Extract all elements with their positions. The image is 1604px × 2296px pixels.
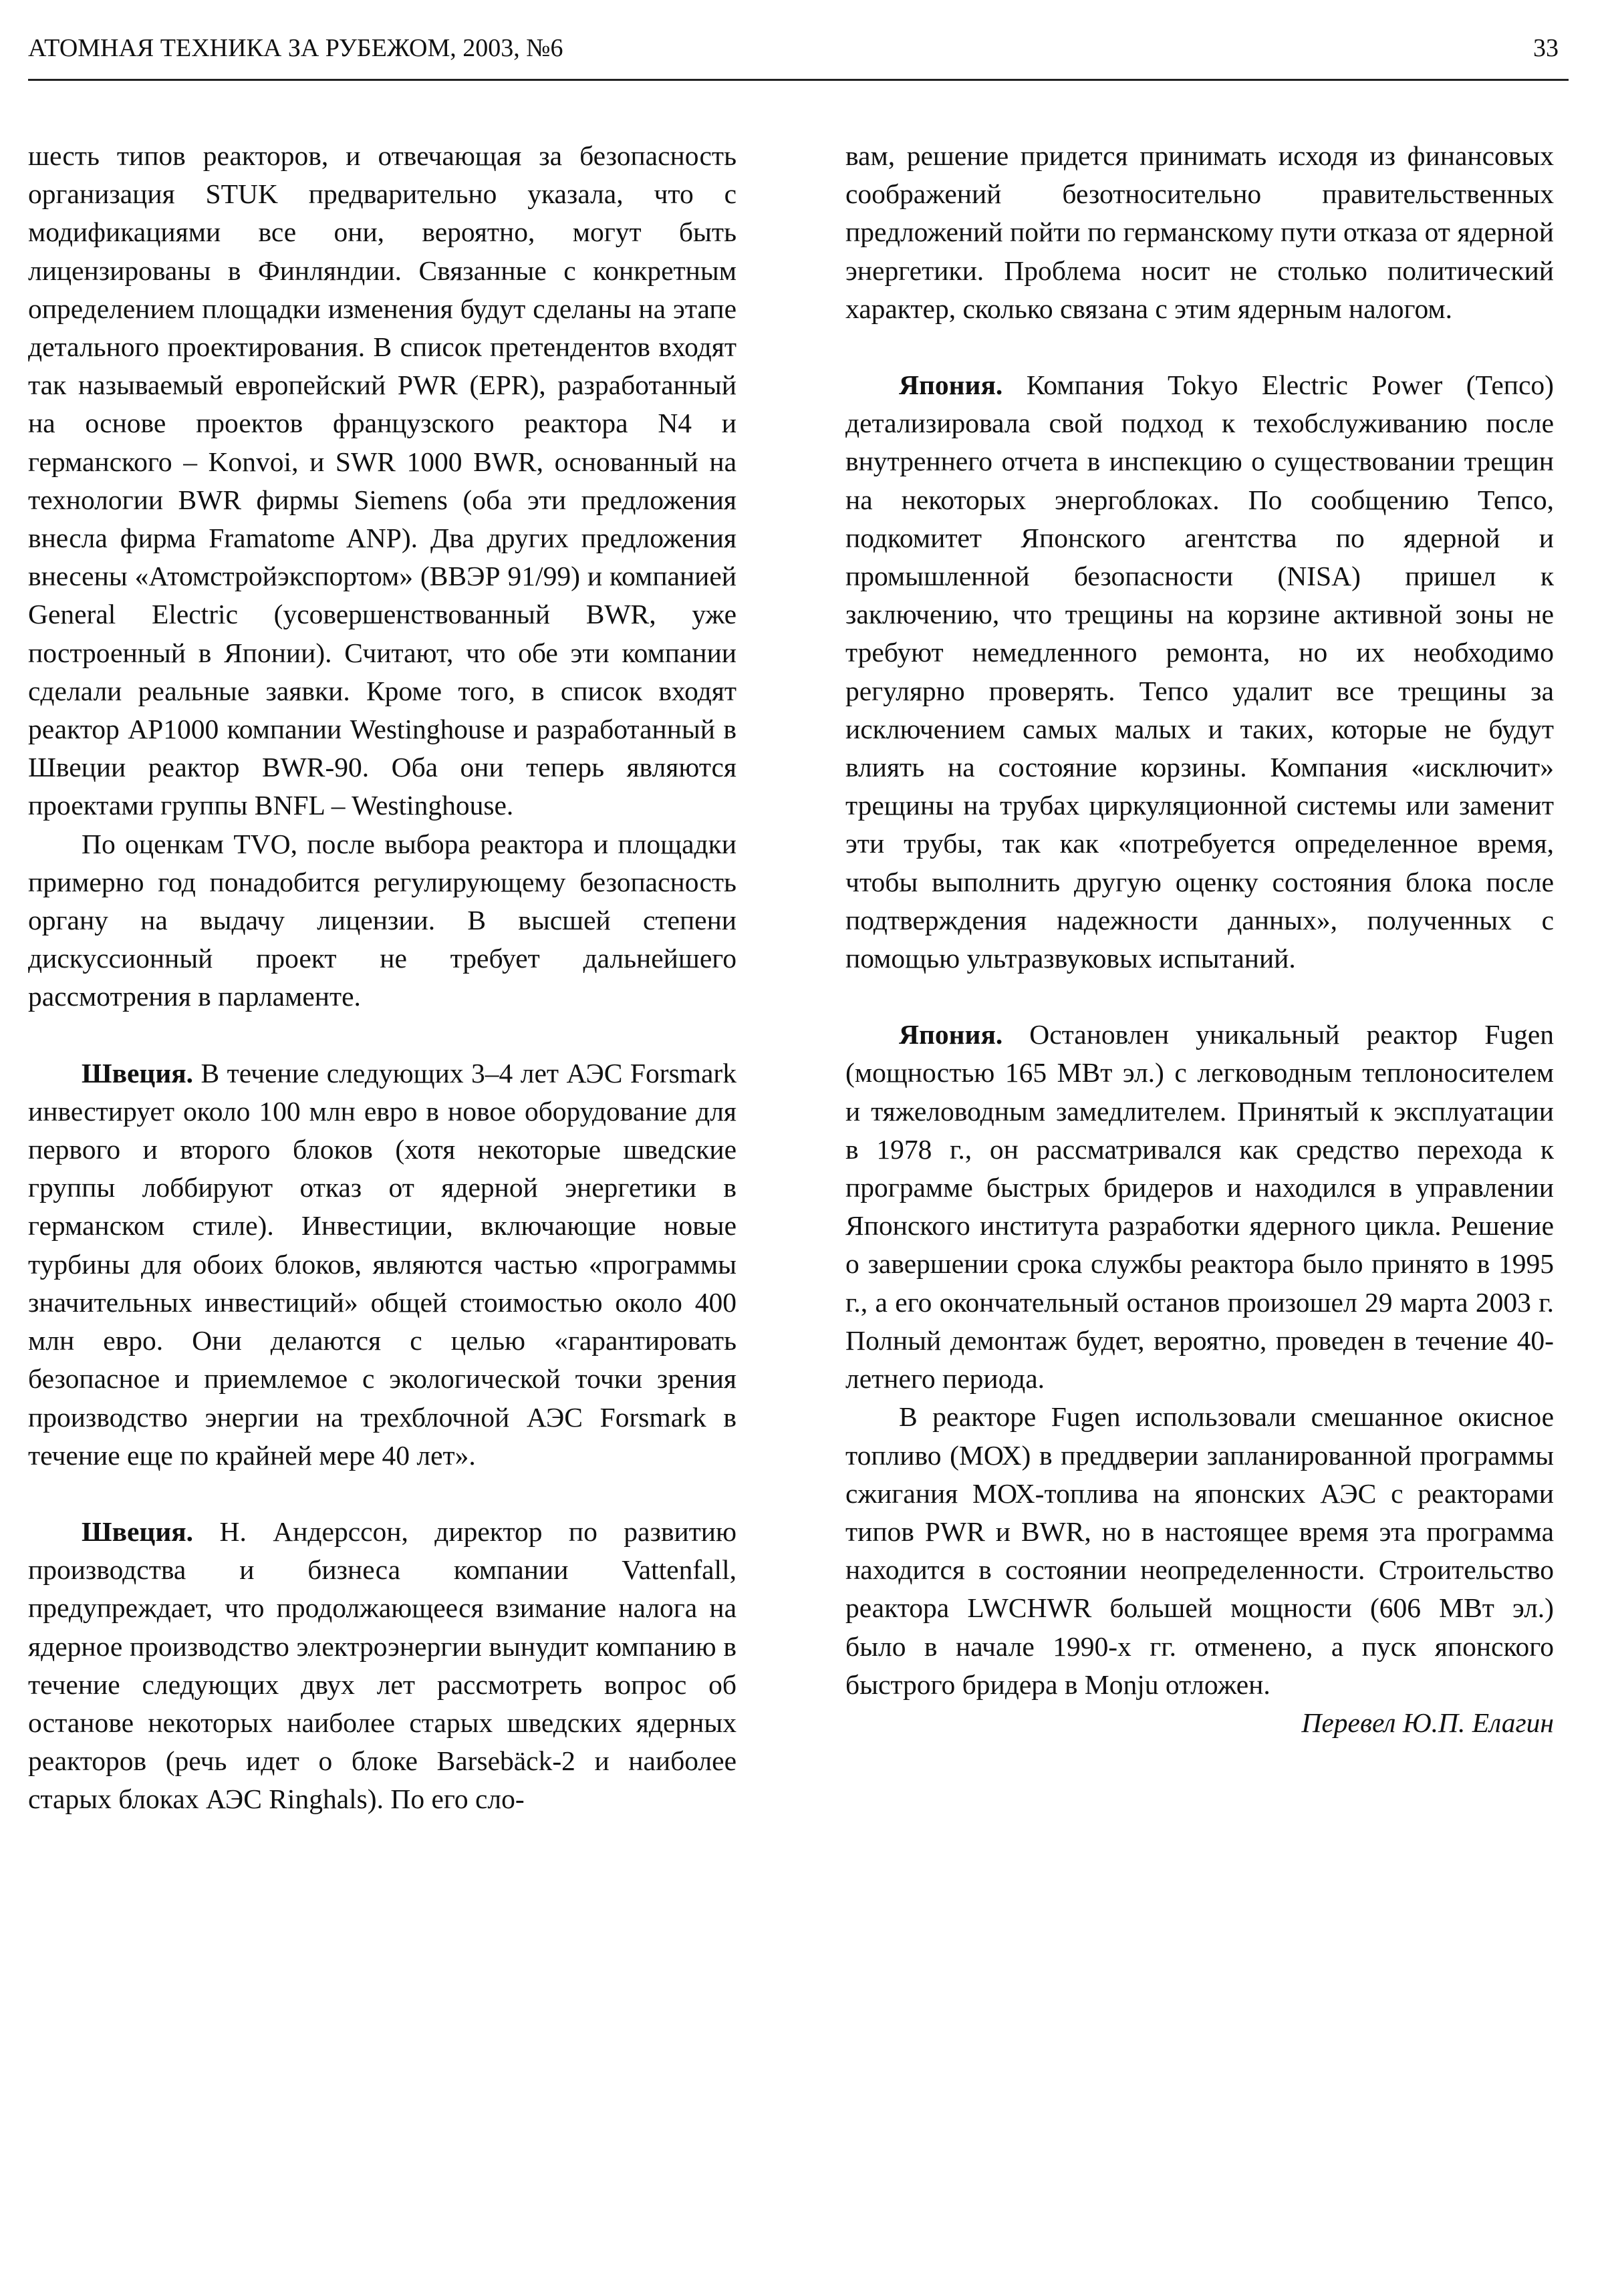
paragraph-vattenfall-continued: вам, решение придется принимать исходя из финансовых соображений безотносительно правительственных предложений пойти по германскому пути отказа от ядерной энергетики. Проблема носит не столько политический характер, сколько связана с этим ядерным налогом. bbox=[845, 140, 1554, 324]
right-column bbox=[845, 137, 1554, 1742]
news-item-japan-fugen bbox=[845, 1016, 1554, 1398]
paragraph-fugen-mox: В реакторе Fugen использовали смешанное окисное топливо (МОХ) в преддверии запланированной программы сжигания МОХ-топлива на японских АЭС с реакторами типов PWR и BWR, но в настоящее время эта программа находится в состоянии неопределенности. Строительство реактора LWCHWR большей мощности (606 МВт эл.) было в начале 1990-х гг. отменено, а пуск японского быстрого бридера в Monju отложен. bbox=[845, 1401, 1554, 1700]
news-text: Н. Андерссон, директор по развитию производства и бизнеса компании Vattenfall, предупреждает, что продолжающееся взимание налога на ядерное производство электроэнергии вынудит компанию в течение следующих двух лет рассмотреть вопрос об останове некоторых наиболее старых шведских ядерных реакторов (речь идет о блоке Barsebäck-2 и наиболее старых блоках АЭС Ringhals). По его сло- bbox=[28, 1516, 737, 1815]
news-text: Компания Tokyo Electric Power (Тепсо) детализировала свой подход к техобслуживанию после внутреннего отчета в инспекцию о существовании трещин на некоторых энергоблоках. По сообщению Тепсо, подкомитет Японского агентства по ядерной и промышленной безопасности (NISA) пришел к заключению, что трещины на корзине активной зоны не требуют немедленного ремонта, но их необходимо регулярно проверять. Тепсо удалит все трещины за исключением самых малых и таких, которые не будут влиять на состояние корзины. Компания «исключит» трещины на трубах циркуляционной системы или заменит эти трубы, так как «потребуется определенное время, чтобы выполнить другую оценку состояния блока после подтверждения надежности данных», полученных с помощью ультразвуковых испытаний. bbox=[845, 370, 1554, 974]
page-number: 33 bbox=[1533, 34, 1559, 62]
running-header bbox=[28, 29, 1559, 67]
paragraph-tvo: По оценкам TVO, после выбора реактора и площадки примерно год понадобится регулирующему безопасность органу на выдачу лицензии. В высшей степени дискуссионный проект не требует дальнейшего рассмотрения в парламенте. bbox=[28, 828, 737, 1012]
left-column bbox=[28, 137, 737, 1819]
paragraph-finland-continued: шесть типов реакторов, и отвечающая за безопасность организация STUK предварительно указала, что с модификациями все они, вероятно, могут быть лицензированы в Финляндии. Связанные с конкретным определением площадки изменения будут сделаны на этапе детального проектирования. В список претендентов входят так называемый европейский PWR (EPR), разработанный на основе проектов французского реактора N4 и германского – Konvoi, и SWR 1000 BWR, основанный на технологии BWR фирмы Siemens (оба эти предложения внесла фирма Framatome ANP). Два других предложения внесены «Атомстройэкспортом» (ВВЭР 91/99) и компанией General Electric (усовершенствованный BWR, уже построенный в Японии). Считают, что обе эти компании сделали реальные заявки. Кроме того, в список входят реактор AP1000 компании Westinghouse и разработанный в Швеции реактор BWR-90. Оба они теперь являются проектами группы BNFL – Westinghouse. bbox=[28, 140, 737, 821]
country-label: Швеция. bbox=[82, 1057, 194, 1089]
country-label: Япония. bbox=[899, 1019, 1003, 1050]
news-item-sweden-forsmark bbox=[28, 1054, 737, 1475]
translator-credit: Перевел Ю.П. Елагин bbox=[1301, 1707, 1554, 1738]
header-rule bbox=[28, 79, 1569, 81]
journal-title: АТОМНАЯ ТЕХНИКА ЗА РУБЕЖОМ, 2003, №6 bbox=[28, 34, 563, 62]
news-text: В течение следующих 3–4 лет АЭС Forsmark инвестирует около 100 млн евро в новое оборудование для первого и второго блоков (хотя некоторые шведские группы лоббируют отказ от ядерной энергетики в германском стиле). Инвестиции, включающие новые турбины для обоих блоков, являются частью «программы значительных инвестиций» общей стоимостью около 400 млн евро. Они делаются с целью «гарантировать безопасное и приемлемое с экологической точки зрения производство энергии на трехблочной АЭС Forsmark в течение еще по крайней мере 40 лет». bbox=[28, 1057, 737, 1471]
news-item-japan-tepco bbox=[845, 366, 1554, 978]
country-label: Япония. bbox=[899, 370, 1003, 401]
news-text: Остановлен уникальный реактор Fugen (мощностью 165 МВт эл.) с легководным теплоносителем и тяжеловодным замедлителем. Принятый к эксплуатации в 1978 г., он рассматривался как средство перехода к программе быстрых бридеров и находился в управлении Японского института разработки ядерного цикла. Решение о завершении срока службы реактора было принято в 1995 г., а его окончательный останов произошел 29 марта 2003 г. Полный демонтаж будет, вероятно, проведен в течение 40-летнего периода. bbox=[845, 1019, 1554, 1395]
country-label: Швеция. bbox=[82, 1516, 194, 1547]
news-item-sweden-vattenfall bbox=[28, 1513, 737, 1819]
